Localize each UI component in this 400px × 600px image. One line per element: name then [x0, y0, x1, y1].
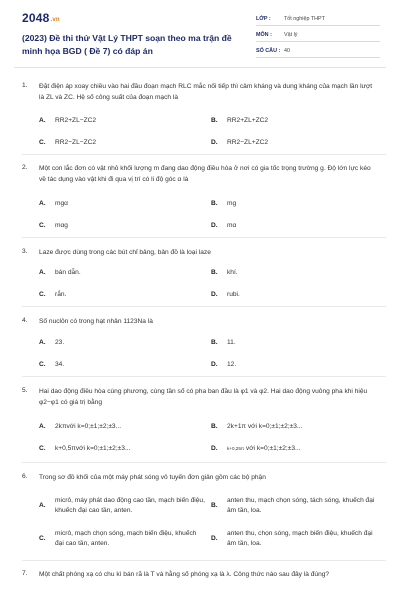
- question-divider: [22, 237, 386, 238]
- meta-class-value: Tốt nghiệp THPT: [284, 16, 325, 22]
- meta-class-row: [256, 12, 380, 26]
- question-text: Một con lắc đơn có vật nhỏ khối lượng m đang dao động điều hòa ở nơi có gia tốc trọng trường g. Độ lớn lực kéo về tác dụng vào vật khi đi qua vị trí có li độ góc α là: [39, 165, 371, 183]
- question-5: 5. Hai dao động điều hòa cùng phương, cùng tần số có pha ban đầu là φ1 và φ2. Hai dao động vuông pha khi hiệu φ2−φ1 có giá trị bằng A. 2kπvới k=0;±1;±2;±3... B. 2k+1π với k=0;±1;±2;±3... C. k+0,5πvới k=0;±1;±2;±3... D. k+0,25π với k=0;±1;±2;±3...: [22, 387, 386, 457]
- question-divider: [22, 306, 386, 307]
- question-text: Số nuclôn có trong hạt nhân 1123Na là: [39, 318, 153, 325]
- question-6: 6. Trong sơ đồ khối của một máy phát sóng vô tuyến đơn giản gồm các bộ phận A. micrô, máy phát dao động cao tần, mạch biến điệu, khuếch đại cao tần, anten. B. anten thu, mạch chọn sóng, tách sóng, khuếch đại âm tần, loa. C. micrô, mạch chọn sóng, mạch biến điệu, khuếch đại cao tần, anten. D. anten thu, chọn sóng, mạch biến điệu, khuếch đại âm tần, loa.: [22, 473, 386, 555]
- meta-subject-label: MÔN :: [256, 32, 272, 38]
- question-divider: [22, 376, 386, 377]
- question-4: 4. Số nuclôn có trong hạt nhân 1123Na là A. 23. B. 11. C. 34. D. 12.: [22, 317, 386, 371]
- question-7: [22, 570, 386, 598]
- meta-class-label: LỚP :: [256, 16, 271, 22]
- question-divider: [22, 462, 386, 463]
- header-divider: [14, 67, 386, 68]
- site-logo[interactable]: 2048.vn: [22, 11, 60, 25]
- question-text: Laze được dùng trong các bút chỉ bảng, bản đồ là loại laze: [39, 249, 211, 256]
- question-number: 3.: [22, 248, 28, 255]
- question-divider: [22, 154, 386, 155]
- meta-subject-row: [256, 28, 380, 42]
- meta-subject-value: Vật lý: [284, 32, 298, 38]
- question-text: Một chất phóng xạ có chu kì bán rã là T và hằng số phóng xạ là λ. Công thức nào sau đây là đúng?: [39, 571, 330, 578]
- question-text: Hai dao động điều hòa cùng phương, cùng tần số có pha ban đầu là φ1 và φ2. Hai dao động vuông pha khi hiệu φ2−φ1 có giá trị bằng: [39, 388, 368, 406]
- question-text: Trong sơ đồ khối của một máy phát sóng vô tuyến đơn giản gồm các bộ phận: [39, 474, 266, 481]
- question-3: 3. Laze được dùng trong các bút chỉ bảng, bản đồ là loại laze A. bán dẫn. B. khí. C. rắn. D. rubi.: [22, 248, 386, 302]
- question-number: 2.: [22, 164, 28, 171]
- question-1: 1. Đặt điện áp xoay chiều vào hai đầu đoạn mạch RLC mắc nối tiếp thì cảm kháng và dung kháng của mạch lần lượt là ZL và ZC. Hệ số công suất của đoạn mạch là A. RR2+ZL−ZC2 B. RR2+ZL+ZC2 C. RR2−ZL−ZC2 D. RR2−ZL+ZC2: [22, 82, 386, 152]
- meta-count-row: [256, 44, 380, 58]
- meta-count-label: SỐ CÂU :: [256, 48, 281, 54]
- question-divider: [22, 560, 386, 561]
- question-number: 5.: [22, 387, 28, 394]
- question-number: 6.: [22, 473, 28, 480]
- question-number: 4.: [22, 317, 28, 324]
- question-text: Đặt điện áp xoay chiều vào hai đầu đoạn mạch RLC mắc nối tiếp thì cảm kháng và dung kháng của mạch lần lượt là ZL và ZC. Hệ số công suất của đoạn mạch là: [39, 83, 373, 101]
- question-number: 1.: [22, 82, 28, 89]
- question-number: 7.: [22, 570, 28, 577]
- question-2: 2. Một con lắc đơn có vật nhỏ khối lượng m đang dao động điều hòa ở nơi có gia tốc trọng trường g. Độ lớn lực kéo về tác dụng vào vật khi đi qua vị trí có li độ góc α là A. mgα B. mg C. mαg D. mα: [22, 164, 386, 234]
- meta-count-value: 40: [284, 48, 290, 54]
- exam-title: (2023) Đề thi thử Vật Lý THPT soạn theo ma trận đề minh họa BGD ( Đề 7) có đáp án: [22, 33, 232, 56]
